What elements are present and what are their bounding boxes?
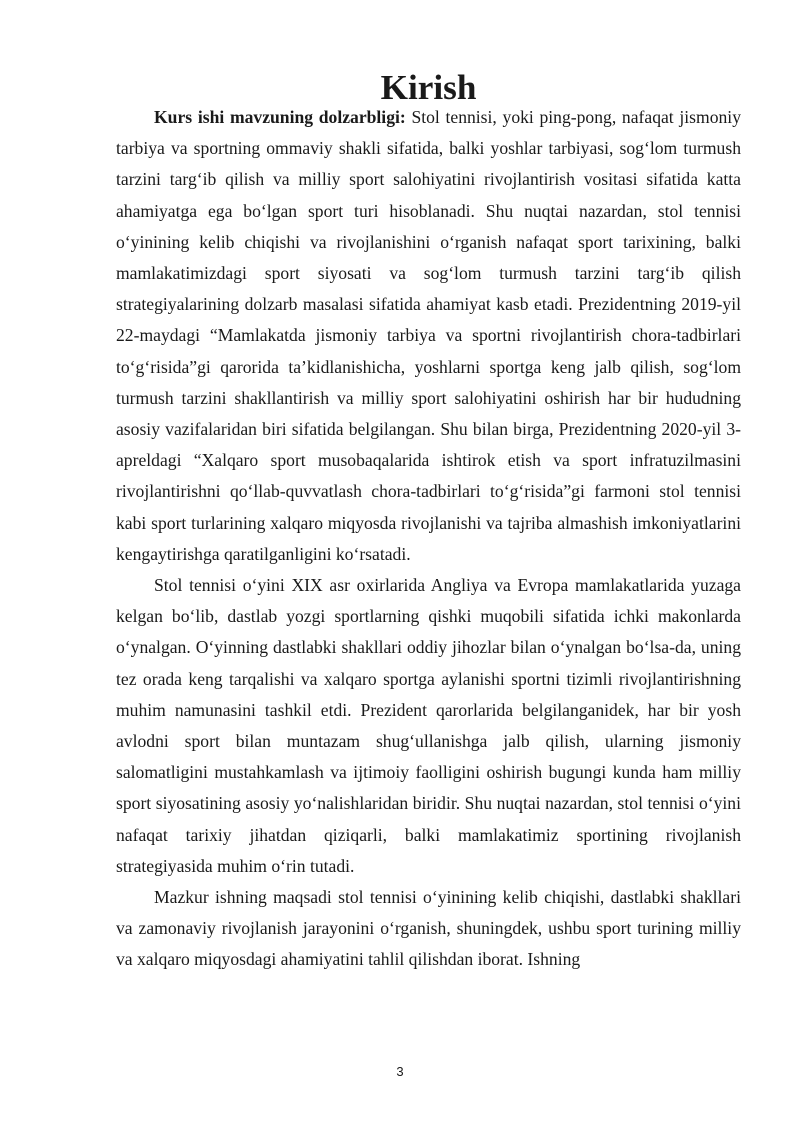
page-number: 3 bbox=[396, 1064, 404, 1079]
paragraph-lead: Kurs ishi mavzuning dolzarbligi: bbox=[154, 107, 406, 127]
paragraph-relevance bbox=[116, 102, 741, 570]
paragraph-text: Stol tennisi, yoki ping-pong, nafaqat jismoniy tarbiya va sportning ommaviy shakli sifatida, balki yoshlar tarbiyasi, sog‘lom turmush tarzini targ‘ib qilish va milliy sport salohiyatini rivojlantirish vositasi sifatida katta ahamiyatga ega bo‘lgan sport turi hisoblanadi. Shu nuqtai nazardan, stol tennisi o‘yinining kelib chiqishi va rivojlanishini o‘rganish nafaqat sport tarixining, balki mamlakatimizdagi sport siyosati va sog‘lom turmush tarzini targ‘ib qilish strategiyalarining dolzarb masalasi sifatida ahamiyat kasb etadi. Prezidentning 2019-yil 22-maydagi “Mamlakatda jismoniy tarbiya va sportni rivojlantirish chora-tadbirlari to‘g‘risida”gi qarorida ta’kidlanishicha, yoshlarni sportga keng jalb qilish, sog‘lom turmush tarzini shakllantirish va milliy sport salohiyatini oshirish har bir hududning asosiy vazifalaridan biri sifatida belgilangan. Shu bilan birga, Prezidentning 2020-yil 3-apreldagi “Xalqaro sport musobaqalarida ishtirok etish va sport infratuzilmasini rivojlantirishni qo‘llab-quvvatlash chora-tadbirlari to‘g‘risida”gi farmoni stol tennisi kabi sport turlarining xalqaro miqyosda rivojlanishi va tajriba almashish imkoniyatlarini kengaytirishga qaratilganligini ko‘rsatadi. bbox=[116, 107, 741, 564]
paragraph-purpose: Mazkur ishning maqsadi stol tennisi o‘yinining kelib chiqishi, dastlabki shakllari va zamonaviy rivojlanish jarayonini o‘rganish, shuningdek, ushbu sport turining milliy va xalqaro miqyosdagi ahamiyatini tahlil qilishdan iborat. Ishning bbox=[116, 887, 741, 970]
document-body bbox=[116, 68, 741, 976]
section-title: Kirish bbox=[380, 68, 477, 107]
paragraph-history: Stol tennisi o‘yini XIX asr oxirlarida Angliya va Evropa mamlakatlarida yuzaga kelgan bo‘lib, dastlab yozgi sportlarning qishki muqobili sifatida ichki makonlarda o‘ynalgan. O‘yinning dastlabki shakllari oddiy jihozlar bilan o‘ynalgan bo‘lsa-da, uning tez orada keng tarqalishi va xalqaro sportga aylanishi sportni tizimli rivojlantirishning muhim namunasini tashkil etdi. Prezident qarorlarida belgilanganidek, har bir yosh avlodni sport bilan muntazam shug‘ullanishga jalb qilish, ularning jismoniy salomatligini mustahkamlash va ijtimoiy faolligini oshirish bugungi kunda ham milliy sport siyosatining asosiy yo‘nalishlaridan biridir. Shu nuqtai nazardan, stol tennisi o‘yini nafaqat tarixiy jihatdan qiziqarli, balki mamlakatimiz sportining rivojlanish strategiyasida muhim o‘rin tutadi. bbox=[116, 575, 741, 876]
